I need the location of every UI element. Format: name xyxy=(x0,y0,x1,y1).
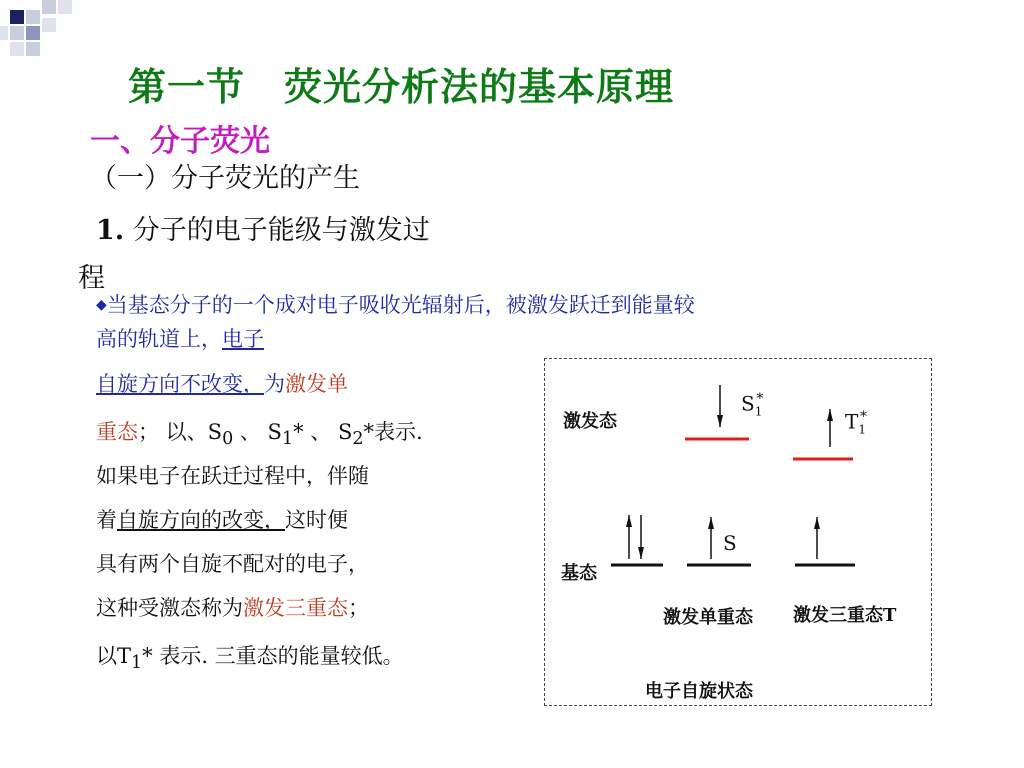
text-span: *表示. xyxy=(363,420,423,444)
text-line: 如果电子在跃迁过程中，伴随 xyxy=(96,464,369,488)
topic-heading xyxy=(96,208,430,247)
text-line xyxy=(96,592,369,622)
spin-down-arrowhead xyxy=(638,547,644,559)
bullet-text-cont: 高的轨道上， xyxy=(96,327,222,351)
diamond-bullet-icon: ◆ xyxy=(96,297,107,313)
corner-square xyxy=(26,26,40,40)
subsection-heading: （一）分子荧光的产生 xyxy=(90,163,360,194)
ground-symbol: S xyxy=(723,531,737,555)
highlight-term: 重态 xyxy=(96,420,138,444)
energy-level-svg xyxy=(545,359,933,707)
text-span: ； 以、S xyxy=(138,420,223,444)
text-span: 这时便 xyxy=(285,508,348,532)
topic-heading-cont: 程 xyxy=(78,263,105,294)
symbol-letter: S xyxy=(741,391,755,416)
topic-text: 分子的电子能级与激发过 xyxy=(124,215,430,246)
text-line xyxy=(96,416,423,449)
triplet-caption: 激发三重态T xyxy=(793,605,897,626)
spin-state-diagram xyxy=(544,358,932,706)
corner-square xyxy=(26,42,40,56)
corner-square xyxy=(26,10,40,24)
bullet-text: 当基态分子的一个成对电子吸收光辐射后，被激发跃迁到能量较 xyxy=(106,293,695,317)
singlet-symbol xyxy=(741,391,763,419)
singlet-excited-arrowhead xyxy=(717,415,723,427)
text-line xyxy=(96,504,348,534)
highlight-term: 激发三重态 xyxy=(243,596,348,620)
singlet-caption: 激发单重态 xyxy=(663,607,753,628)
text-line xyxy=(96,640,404,673)
symbol-subscript: 1 xyxy=(858,422,866,437)
section-heading: 一、分子荧光 xyxy=(90,124,270,159)
underlined-term: 电子 xyxy=(222,327,264,351)
ground-state-label: 基态 xyxy=(561,563,597,584)
triplet-symbol xyxy=(845,409,867,437)
page-title: 第一节 荧光分析法的基本原理 xyxy=(128,65,675,109)
corner-square xyxy=(10,42,24,56)
underlined-term: 自旋方向的改变， xyxy=(117,508,285,532)
bullet-paragraph xyxy=(96,288,926,356)
corner-square xyxy=(42,0,56,14)
spin-up-arrowhead xyxy=(626,515,632,527)
text-line xyxy=(96,368,348,398)
triplet-ground-arrowhead xyxy=(814,517,820,529)
symbol-subscript: 1 xyxy=(754,404,763,419)
symbol-star: * xyxy=(756,391,764,407)
text-span: ； xyxy=(348,596,369,620)
corner-square xyxy=(10,10,24,24)
text-span: * 表示. 三重态的能量较低。 xyxy=(142,644,404,668)
text-span: 、 S xyxy=(233,420,282,444)
symbol-letter: T xyxy=(845,409,859,434)
text-line: 具有两个自旋不配对的电子， xyxy=(96,552,369,576)
triplet-excited-arrowhead xyxy=(827,409,833,421)
diagram-caption: 电子自旋状态 xyxy=(645,681,753,702)
corner-square xyxy=(0,26,8,40)
text-span: * 、 S xyxy=(293,420,353,444)
corner-square xyxy=(10,26,24,40)
subscript: 0 xyxy=(222,429,234,450)
underlined-term: 自旋方向不改变， xyxy=(96,372,264,396)
excited-state-label: 激发态 xyxy=(563,411,617,432)
subscript: 2 xyxy=(352,429,364,450)
corner-square xyxy=(58,0,72,14)
text-span: 着 xyxy=(96,508,117,532)
text-span: 以T xyxy=(96,644,132,668)
topic-number: 1. xyxy=(96,215,125,246)
highlight-term: 激发单 xyxy=(285,372,348,396)
singlet-ground-arrowhead xyxy=(708,517,714,529)
subscript: 1 xyxy=(131,653,143,674)
corner-square xyxy=(42,18,56,32)
subscript: 1 xyxy=(281,429,294,450)
text-span: 这种受激态称为 xyxy=(96,596,243,620)
text-span: 为 xyxy=(264,372,285,396)
symbol-star: * xyxy=(859,409,867,425)
